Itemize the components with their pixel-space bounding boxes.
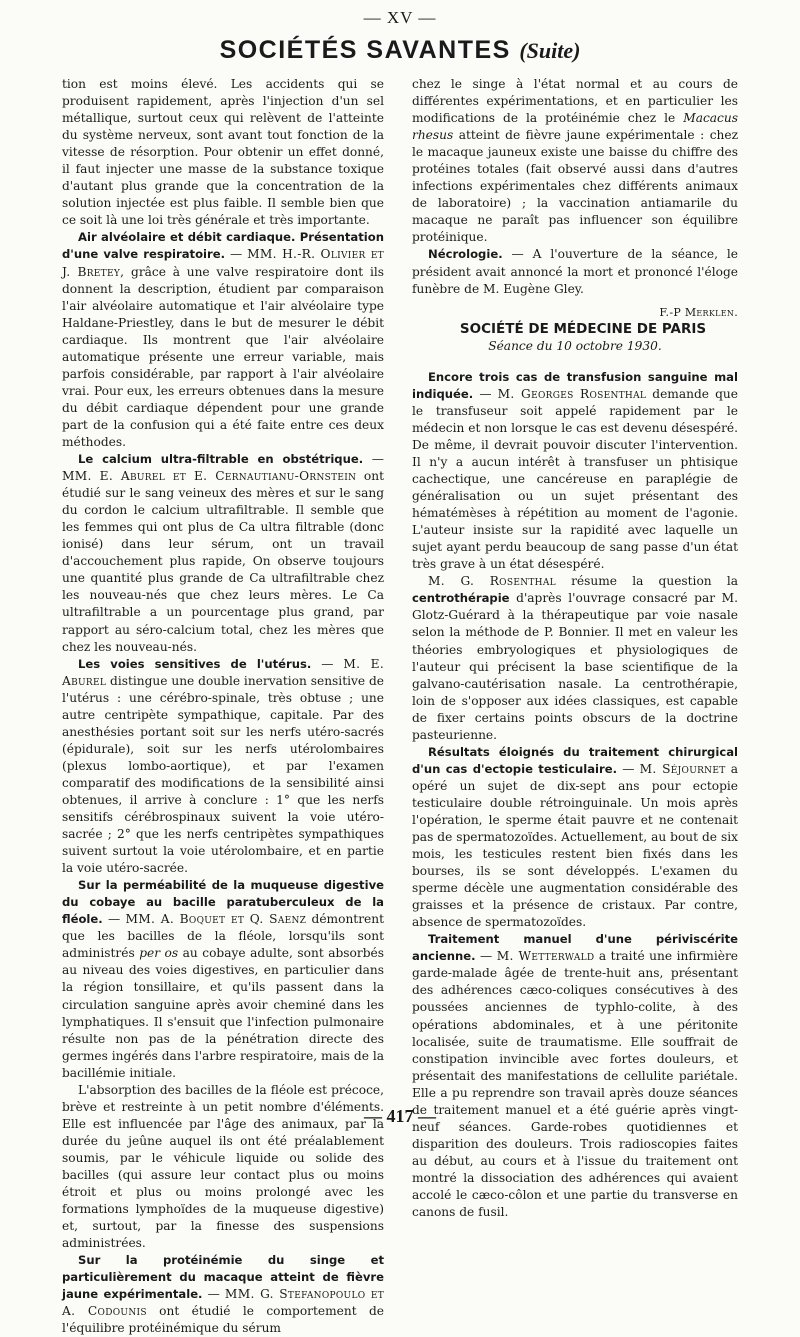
folio-roman: — XV —: [363, 8, 437, 27]
article-necrologie: Nécrologie. — A l'ouverture de la séance, le président avait annoncé la mort et prononcé l'éloge funèbre de M. Eugène Gley.: [412, 247, 739, 296]
article-title: Air alvéolaire et débit cardiaque. Présentation d'une valve respiratoire.: [62, 230, 384, 262]
running-header: [0, 36, 800, 65]
section-subtitle: Séance du 10 octobre 1930.: [488, 338, 662, 353]
article-text: grâce à une valve respiratoire dont ils donnent la description, étudient par comparaison l'air alvéolaire automatique et l'air alvéolaire type Haldane-Priestley, dans le but de mesurer le débit cardiaque. Ils montrent que l'air alvéolaire automatique présente une erreur variable, mais parfois considérable, par rapport à l'air alvéolaire vrai. Pour eux, les erreurs obtenues dans la mesure du débit cardiaque dépendent pour une grande part de la confusion qui a été faite entre ces deux méthodes.: [62, 264, 384, 449]
article-text: d'après l'ouvrage consacré par M. Glotz-Guérard à la thérapeutique par voie nasale selon la méthode de P. Bonnier. Il met en valeur les théories embryologiques et physiologiques de l'auteur qui précisent la base scientifique de la galvano-cautérisation nasale. La centrothérapie, loin de s'opposer aux idées classiques, est capable de fixer certains points obscurs de la doctrine pasteurienne.: [412, 591, 738, 742]
article-text: ont étudié sur le sang veineux des mères et sur le sang du cordon le calcium ultrafiltrable. Il semble que les femmes qui ont plus de Ca ultra filtrable (donc ionisé) dans leur sérum, ont un travail d'accouchement plus rapide, On observe toujours une quantité plus grande de Ca ultrafiltrable chez les nouveau-nés que chez leurs mères. Le Ca ultrafiltrable a un pourcentage plus grand, par rapport au séro-calcium total, chez les mères que chez les nouveau-nés.: [62, 469, 384, 654]
article-authors: MM. H.-R. Olivier et J. Bretey,: [62, 247, 384, 279]
article-centrotherapie: [412, 573, 738, 743]
article-text: au cobaye adulte, sont absorbés au niveau des voies digestives, en particulier dans la région tonsillaire, et qu'ils passent dans la circulation sanguine après avoir cheminé dans les lymphatiques. Il s'ensuit que l'infection pulmonaire résulte non pas de la pénétration directe des germes ingérés dans l'arbre respiratoire, mais de la bacillémie initiale.: [62, 946, 384, 1080]
article-air-alveolaire: Air alvéolaire et débit cardiaque. Présentation d'une valve respiratoire. — MM. H.-R. Olivier et J. Bretey, grâce à une valve respiratoire dont ils donnent la description, étudient par comparaison l'air alvéolaire automatique et l'air alvéolaire type Haldane-Priestley, dans le but de mesurer le débit cardiaque. Ils montrent que l'air alvéolaire automatique présente une erreur variable, mais parfois considérable, par rapport à l'air alvéolaire vrai. Pour eux, les erreurs obtenues dans la mesure du débit cardiaque dépendent pour une grande part de la confusion qui a été faite entre ces deux méthodes.: [62, 230, 384, 449]
article-permeabilite: Sur la perméabilité de la muqueuse digestive du cobaye au bacille paratuberculeux de la fléole. — MM. A. Boquet et Q. Saenz démontrent que les bacilles de la fléole, lorsqu'ils sont administrés per os au cobaye adulte, sont absorbés au niveau des voies digestives, en particulier dans la région tonsillaire, et qu'ils passent dans la circulation sanguine après avoir cheminé dans les lymphatiques. Il s'ensuit que l'infection pulmonaire résulte non pas de la pénétration directe des germes ingérés dans l'arbre respiratoire, mais de la bacillémie initiale.: [62, 878, 384, 1080]
article-text: a traité une infirmière garde-malade âgée de trente-huit ans, présentant des adhérences cæco-coliques consécutives à des poussées anciennes de typhlo-colite, à des opérations abdominales, et à une péritonite localisée, suite de traumatisme. Elle souffrait de constipation invincible avec fortes douleurs, et présentait des manifestations de cellulite pariétale. Elle a pu reprendre son travail après douze séances de traitement manuel et a été guérie après vingt-neuf séances. Garde-robes quotidiennes et disparition des douleurs. Trois radioscopies faites au début, au cours et à l'issue du traitement ont montré la dissociation des adhérences qui avaient accolé le cæco-côlon et une partie du transverse en canons de fusil.: [412, 949, 738, 1220]
paragraph: L'absorption des bacilles de la fléole est précoce, brève et restreinte à un petit nombre d'éléments. Elle est influencée par l'âge des animaux, par la durée du jeûne auquel ils ont été préalablement soumis, par le véhicule liquide ou solide des bacilles (qui assure leur contact plus ou moins étroit et plus ou moins prolongé avec les formations lymphoïdes de la muqueuse digestive) et, surtout, par la finesse des suspensions administrées.: [62, 1082, 384, 1251]
article-title: Résultats éloignés du traitement chirurgical d'un cas d'ectopie testiculaire.: [412, 744, 738, 776]
article-periviscerite: Traitement manuel d'une périviscérite ancienne. — M. Wetterwald a traité une infirmière garde-malade âgée de trente-huit ans, présentant des adhérences cæco-coliques consécutives à des poussées anciennes de typhlo-colite, à des opérations abdominales, et à une péritonite localisée, suite de traumatisme. Elle souffrait de constipation invincible avec fortes douleurs, et présentait des manifestations de cellulite pariétale. Elle a pu reprendre son travail après douze séances de traitement manuel et a été guérie après vingt-neuf séances. Garde-robes quotidiennes et disparition des douleurs. Trois radioscopies faites au début, au cours et à l'issue du traitement ont montré la dissociation des adhérences qui avaient accolé le cæco-côlon et une partie du transverse en canons de fusil.: [412, 932, 738, 1220]
article-proteinemie: Sur la protéinémie du singe et particulièrement du macaque atteint de fièvre jaune expérimentale. — MM. G. Stefanopoulo et A. Codounis ont étudié le comportement de l'équilibre protéinémique du sérum: [62, 1253, 384, 1336]
article-text: chez le singe à l'état normal et au cours de différentes expérimentations, et en particulier les modifications de la protéinémie chez le: [412, 77, 738, 126]
article-title: Encore trois cas de transfusion sanguine mal indiquée.: [412, 369, 738, 401]
article-title: Nécrologie.: [428, 247, 503, 262]
article-bold: centrothérapie: [412, 591, 510, 606]
left-column: [62, 76, 384, 1337]
article-italic: per os: [139, 946, 179, 961]
article-title: Les voies sensitives de l'utérus.: [78, 656, 312, 671]
article-text: résume la question la: [571, 574, 738, 589]
article-ectopie: Résultats éloignés du traitement chirurgical d'un cas d'ectopie testiculaire. — M. Séjournet a opéré un sujet de dix-sept ans pour ectopie testiculaire double rétroinguinale. Un mois après l'opération, le sperme était pauvre et ne contenait pas de spermatozoïdes. Actuellement, au bout de six mois, les testicules restent bien fixés dans les bourses, ils se sont développés. L'examen du sperme décèle une augmentation considérable des graisses et la présence de cristaux. Par contre, absence de spermatozoïdes.: [412, 744, 739, 930]
article-text: distingue une double inervation sensitive de l'utérus : une cérébro-spinale, très obtuse ; une autre centripète sympathique, capitale. Par des anesthésies portant soit sur les nerfs utéro-sacrés (épidurale), soit sur les nerfs utérolombaires (plexus lombo-aortique), et par l'examen comparatif des modifications de la sensibilité ainsi obtenues, il arrive à conclure : 1° que les nerfs sensitifs cérébrospinaux suivent la voie utéro-sacrée ; 2° que les nerfs centripètes sympathiques suivent surtout la voie utérolombaire, et en partie la voie utéro-sacrée.: [62, 673, 384, 876]
article-title: Sur la perméabilité de la muqueuse digestive du cobaye au bacille paratuberculeux de la fléole.: [62, 878, 384, 927]
header-title: SOCIÉTÉS SAVANTES: [219, 36, 511, 64]
signature: F.-P Merklen.: [659, 305, 738, 319]
section-title: SOCIÉTÉ DE MÉDECINE DE PARIS: [459, 320, 707, 337]
article-authors: M. Georges Rosenthal: [497, 386, 647, 401]
article-title: Traitement manuel d'une périviscérite ancienne.: [412, 932, 738, 964]
article-transfusion: Encore trois cas de transfusion sanguine mal indiquée. — M. Georges Rosenthal demande que le transfuseur soit appelé rapidement par le médecin et non lorsque le cas est devenu désespéré. De même, il devrait pouvoir discuter l'intervention. Il n'y a aucun intérêt à transfuser un phtisique cachectique, une cancéreuse en paraplégie de généralisation ou un sujet présentant des hématémèses à répétition au moment de l'agonie. L'auteur insiste sur la rapidité avec laquelle un sujet ayant perdu beaucoup de sang passe d'un état très grave à un état désespéré.: [412, 369, 738, 572]
article-title: Le calcium ultra-filtrable en obstétrique.: [78, 452, 364, 467]
article-calcium: Le calcium ultra-filtrable en obstétrique. — MM. E. Aburel et E. Cernautianu-Ornstein ont étudié sur le sang veineux des mères et sur le sang du cordon le calcium ultrafiltrable. Il semble que les femmes qui ont plus de Ca ultra filtrable (donc ionisé) dans leur sérum, ont un travail d'accouchement plus rapide, On observe toujours une quantité plus grande de Ca ultrafiltrable chez les nouveau-nés que chez leurs mères. Le Ca ultrafiltrable a un pourcentage plus grand, par rapport au séro-calcium total, chez les mères que chez les nouveau-nés.: [62, 452, 384, 654]
article-title: Sur la protéinémie du singe et particulièrement du macaque atteint de fièvre jaune expérimentale.: [62, 1253, 384, 1302]
article-authors: MM. A. Boquet et Q. Saenz: [125, 912, 307, 927]
article-authors: M. E. Aburel: [62, 656, 384, 688]
header-suite: (Suite): [519, 38, 581, 63]
article-authors: M. Wetterwald: [496, 949, 595, 964]
right-column: [412, 76, 738, 1221]
article-text: ont étudié le comportement de l'équilibre protéinémique du sérum: [62, 1304, 384, 1336]
article-text: démontrent que les bacilles de la fléole, lorsqu'ils sont administrés: [62, 912, 384, 961]
article-italic: Macacus rhesus: [412, 111, 738, 143]
page-number: — 417 —: [364, 1106, 436, 1126]
article-text: a opéré un sujet de dix-sept ans pour ectopie testiculaire double rétroinguinale. Un mois après l'opération, le sperme était pauvre et ne contenait pas de spermatozoïdes. Actuellement, au bout de six mois, les testicules restent bien fixés dans les bourses, ils se sont développés. L'examen du sperme décèle une augmentation considérable des graisses et la présence de cristaux. Par contre, absence de spermatozoïdes.: [412, 761, 739, 930]
article-text: A l'ouverture de la séance, le président avait annoncé la mort et prononcé l'éloge funèbre de M. Eugène Gley.: [412, 247, 739, 296]
article-authors: M. Séjournet: [639, 761, 726, 776]
article-authors: MM. G. Stefanopoulo et A. Codounis: [62, 1287, 384, 1319]
article-authors: MM. E. Aburel et E. Cernautianu-Ornstein: [62, 469, 357, 484]
article-voies-sensitives: Les voies sensitives de l'utérus. — M. E. Aburel distingue une double inervation sensitive de l'utérus : une cérébro-spinale, très obtuse ; une autre centripète sympathique, capitale. Par des anesthésies portant soit sur les nerfs utéro-sacrés (épidurale), soit sur les nerfs utérolombaires (plexus lombo-aortique), et par l'examen comparatif des modifications de la sensibilité ainsi obtenues, il arrive à conclure : 1° que les nerfs sensitifs cérébrospinaux suivent la voie utéro-sacrée ; 2° que les nerfs centripètes sympathiques suivent surtout la voie utérolombaire, et en partie la voie utéro-sacrée.: [62, 656, 384, 876]
paragraph: [412, 76, 738, 246]
article-text: atteint de fièvre jaune expérimentale : chez le macaque jauneux existe une baisse du chiffre des protéines totales (fait observé aussi dans d'autres infections expérimentales chez différents animaux de laboratoire) ; la vaccination antiamarile du macaque ne paraît pas influencer son équilibre protéinique.: [412, 128, 739, 245]
article-text: demande que le transfuseur soit appelé rapidement par le médecin et non lorsque le cas est devenu désespéré. De même, il devrait pouvoir discuter l'intervention. Il n'y a aucun intérêt à transfuser un phtisique cachectique, une cancéreuse en paraplégie de généralisation ou un sujet présentant des hématémèses à répétition au moment de l'agonie. L'auteur insiste sur la rapidité avec laquelle un sujet ayant perdu beaucoup de sang passe d'un état très grave à un état désespéré.: [412, 386, 738, 572]
article-authors: M. G. Rosenthal: [428, 574, 556, 589]
paragraph: tion est moins élevé. Les accidents qui se produisent rapidement, après l'injection d'un sel métallique, surtout ceux qui relèvent de l'atteinte du système nerveux, sont avant tout fonction de la vitesse de résorption. Pour obtenir un effet donné, il faut injecter une masse de la substance toxique d'autant plus grande que la concentration de la solution injectée est plus faible. Il semble bien que ce soit là une loi très générale et très importante.: [62, 77, 384, 228]
